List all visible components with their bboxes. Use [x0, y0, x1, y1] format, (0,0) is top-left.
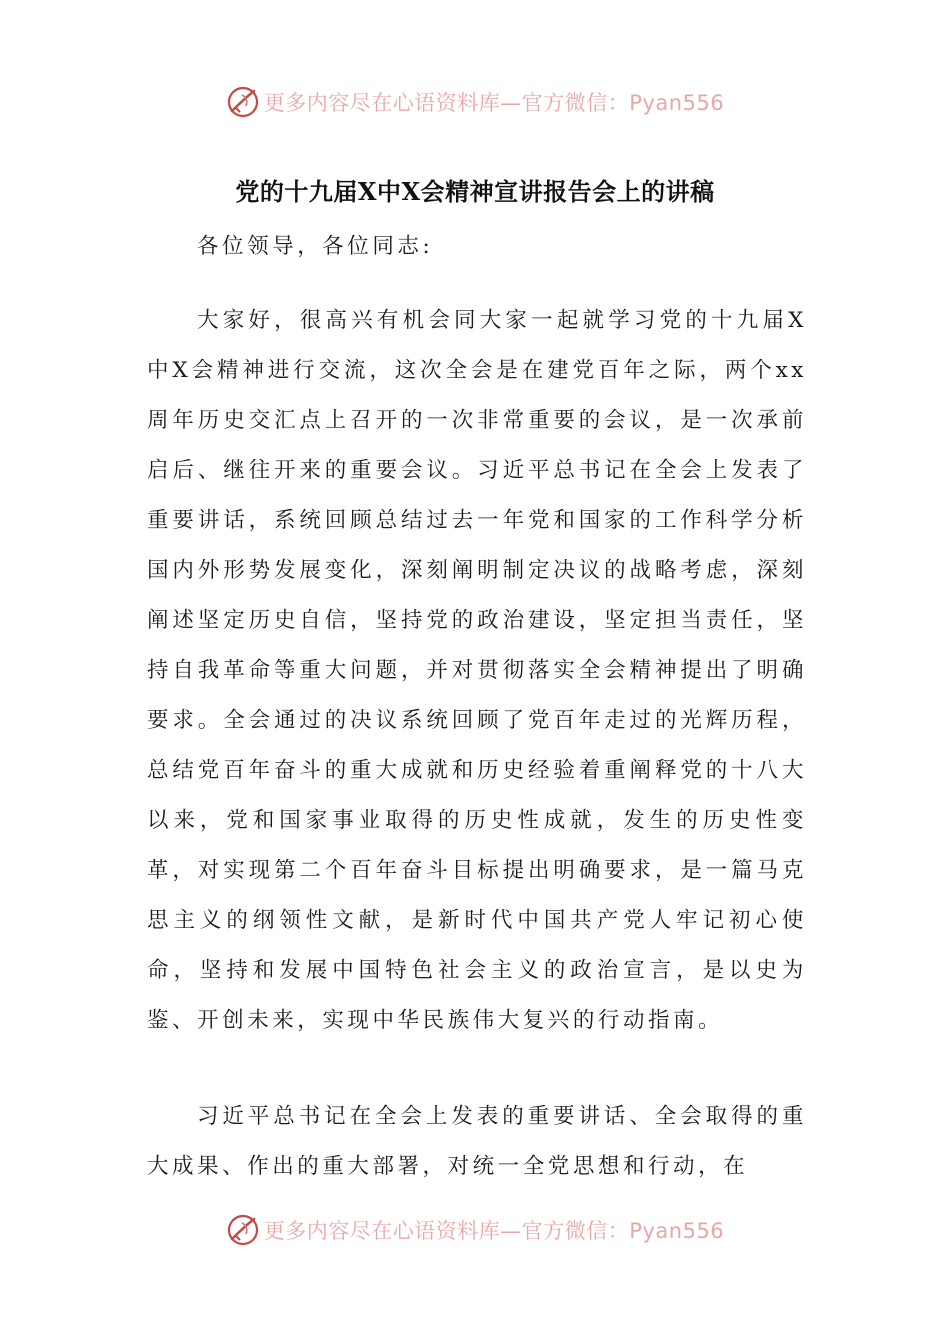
paragraph-2 — [147, 1092, 807, 1192]
pen-logo-icon — [226, 1213, 260, 1247]
footer-watermark-banner — [0, 1210, 950, 1250]
salutation-text: 各位领导，各位同志: — [197, 234, 434, 259]
pen-logo-icon — [226, 85, 260, 119]
salutation — [147, 222, 807, 272]
header-watermark-banner — [0, 82, 950, 122]
paragraph-text: 习近平总书记在全会上发表的重要讲话、全会取得的重大成果、作出的重大部署，对统一全党思想和行动，在 — [147, 1104, 807, 1179]
paragraph-text: 大家好，很高兴有机会同大家一起就学习党的十九届X中X会精神进行交流，这次全会是在建党百年之际，两个xx周年历史交汇点上召开的一次非常重要的会议，是一次承前启后、继往开来的重要会议。习近平总书记在全会上发表了重要讲话，系统回顾总结过去一年党和国家的工作科学分析国内外形势发展变化，深刻阐明制定决议的战略考虑，深刻阐述坚定历史自信，坚持党的政治建设，坚定担当责任，坚持自我革命等重大问题，并对贯彻落实全会精神提出了明确要求。全会通过的决议系统回顾了党百年走过的光辉历程，总结党百年奋斗的重大成就和历史经验着重阐释党的十八大以来，党和国家事业取得的历史性成就，发生的历史性变革，对实现第二个百年奋斗目标提出明确要求，是一篇马克思主义的纲领性文献，是新时代中国共产党人牢记初心使命，坚持和发展中国特色社会主义的政治宣言，是以史为鉴、开创未来，实现中华民族伟大复兴的行动指南。 — [147, 308, 807, 1033]
watermark-text: 更多内容尽在心语资料库—官方微信：Pyan556 — [263, 91, 725, 115]
paragraph-1 — [147, 296, 807, 1046]
watermark-text: 更多内容尽在心语资料库—官方微信：Pyan556 — [263, 1219, 725, 1243]
document-title: 党的十九届X中X会精神宣讲报告会上的讲稿 — [235, 177, 715, 206]
